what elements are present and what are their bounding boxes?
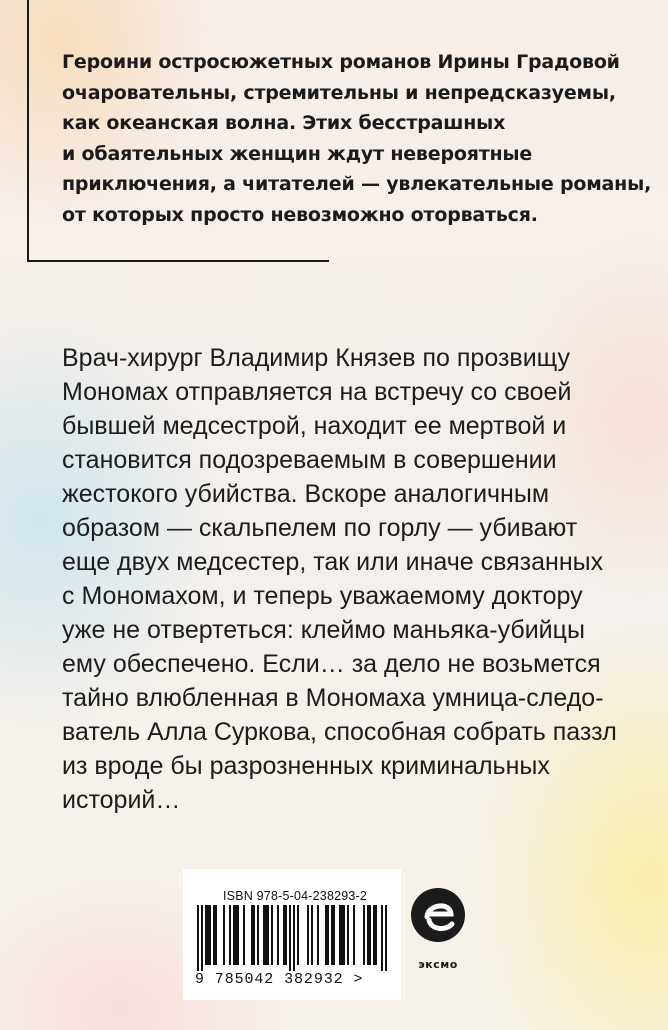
barcode-bar [307, 905, 309, 965]
barcode-bar [257, 905, 259, 965]
publisher-name: эксмо [418, 958, 458, 971]
barcode-bar [265, 905, 267, 965]
annotation-line: жестокого убийства. Вскоре аналогичным [62, 480, 550, 508]
barcode-bar [369, 905, 371, 965]
barcode-bar [207, 905, 209, 965]
barcode-bar [213, 905, 215, 965]
barcode-bar [209, 905, 211, 965]
barcode-digits: 9 785042 382932 > [195, 971, 364, 988]
frame-vertical-line [27, 0, 29, 262]
intro-blurb [62, 47, 652, 230]
barcode-bar [353, 905, 355, 965]
annotation-line: историй… [62, 786, 181, 814]
intro-line: очаровательны, стремительны и непредсказуемы, [62, 81, 616, 104]
annotation-line: с Мономахом, и теперь уважаемому доктору [62, 582, 583, 610]
barcode-bar [343, 905, 345, 965]
annotation-line: из вроде бы разрозненных криминальных [62, 752, 550, 780]
annotation-line: еще двух медсестер, так или иначе связанных [62, 548, 604, 576]
barcode-bar [235, 905, 237, 965]
barcode-bar [317, 905, 319, 965]
barcode-bar [237, 905, 239, 965]
barcode-bar [331, 905, 333, 965]
barcode-bar [243, 905, 245, 965]
barcode-bar [375, 905, 377, 965]
barcode-bar [381, 905, 383, 971]
barcode-bar [253, 905, 255, 965]
annotation-line: Врач-хирург Владимир Князев по прозвищу [62, 344, 571, 372]
barcode-bar [311, 905, 313, 965]
isbn-label: ISBN 978-5-04-238293-2 [223, 889, 368, 903]
intro-line: и обаятельных женщин ждут невероятные [62, 142, 533, 165]
barcode-bar [223, 905, 225, 965]
barcode-bar [277, 905, 279, 965]
intro-line: от которых просто невозможно оторваться. [62, 203, 538, 226]
frame-horizontal-line [27, 260, 329, 262]
barcode-bar [385, 905, 387, 971]
eksmo-logo-icon [410, 887, 466, 943]
barcode-bar [197, 905, 199, 971]
barcode-bar [289, 905, 291, 971]
barcode-bar [215, 905, 217, 965]
barcode-bar [283, 905, 285, 965]
annotation-line: становится подозреваемым в совершении [62, 446, 557, 474]
barcode-bar [201, 905, 203, 971]
annotation-line: бывшей медсестрой, находит ее мертвой и [62, 412, 567, 440]
annotation-line: ему обеспечено. Если… за дело не возьмется [62, 650, 601, 678]
annotation-line: уже не отвертеться: клеймо маньяка-убийцы [62, 616, 585, 644]
barcode-bar [297, 905, 299, 965]
barcode-bar [263, 905, 265, 965]
barcode-bar [267, 905, 269, 965]
barcode-bar [341, 905, 343, 965]
book-annotation [62, 341, 622, 817]
barcode-bar [205, 905, 207, 965]
barcode-bar [333, 905, 335, 965]
barcode-bar [327, 905, 329, 965]
annotation-line: образом — скальпелем по горлу — убивают [62, 514, 578, 542]
barcode-bars [193, 905, 391, 971]
barcode-bar [229, 905, 231, 965]
barcode-bar [271, 905, 273, 965]
annotation-line: тайно влюбленная в Мономаха умница-следо- [62, 684, 604, 712]
barcode-bar [251, 905, 253, 965]
barcode-bar [347, 905, 349, 965]
barcode-bar [325, 905, 327, 965]
barcode-bar [233, 905, 235, 965]
intro-line: Героини остросюжетных романов Ирины Градовой [62, 51, 620, 73]
intro-line: как океанская волна. Этих бесстрашных [62, 112, 506, 134]
barcode-bar [373, 905, 375, 965]
barcode-panel [183, 869, 401, 1000]
barcode-bar [367, 905, 369, 965]
barcode-bar [285, 905, 287, 965]
barcode-bar [363, 905, 365, 965]
intro-line: приключения, а читателей — увлекательные романы, [62, 173, 652, 195]
annotation-line: Мономах отправляется на встречу со своей [62, 378, 572, 406]
annotation-line: ватель Алла Суркова, способная собрать паззл [62, 718, 617, 746]
barcode-bar [293, 905, 295, 971]
barcode-bar [339, 905, 341, 965]
